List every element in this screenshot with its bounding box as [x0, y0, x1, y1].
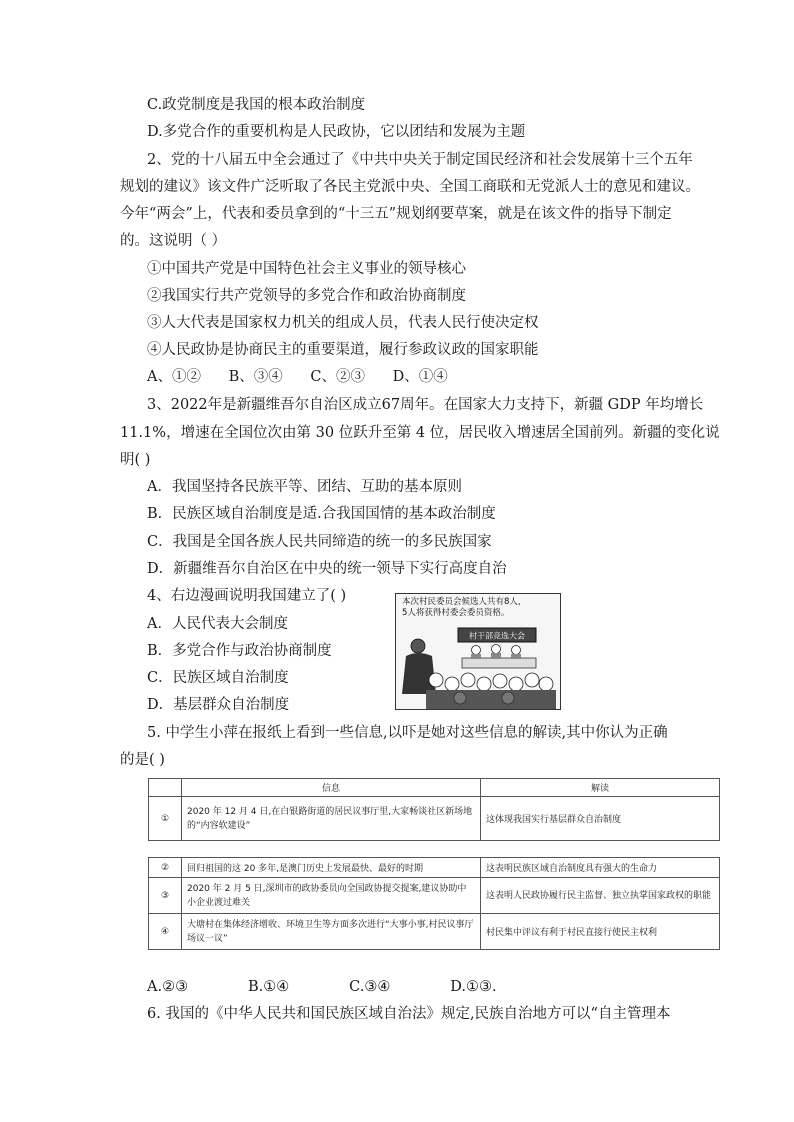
header-info: 信息 — [182, 779, 481, 797]
row-decode: 村民集中评议有利于村民直接行使民主权利 — [481, 914, 720, 950]
comic-caption-line-2: 5人将获得村委会委员资格。 — [402, 608, 510, 618]
q2-stem-line-2: 规划的建议》该文件广泛听取了各民主党派中央、全国工商联和无党派人士的意见和建议。 — [120, 179, 700, 195]
row-info: 回归祖国的这 20 多年,是澳门历史上发展最快、最好的时期 — [182, 858, 481, 878]
header-index — [149, 779, 182, 797]
table-header-row — [149, 779, 720, 797]
row-info: 大塘村在集体经济增收、环境卫生等方面多次进行“大事小事,村民议事厅场议一议” — [182, 914, 481, 950]
q2-stem-line-1: 2、党的十八届五中全会通过了《中共中央关于制定国民经济和社会发展第十三个五年 — [147, 152, 693, 168]
q2-item-2: ②我国实行共产党领导的多党合作和政治协商制度 — [147, 288, 466, 304]
table-row — [149, 914, 720, 950]
row-info: 2020 年 12 月 4 日,在白银路街道的居民议事厅里,大家畅谈社区新场地的“内容软建设” — [182, 797, 481, 841]
q4-option-c: C．民族区域自治制度 — [147, 670, 289, 686]
q3-option-a: A．我国坚持各民族平等、团结、互助的基本原则 — [147, 479, 462, 495]
comic-caption-line-1: 本次村民委员会候选人共有8人， — [402, 597, 527, 607]
q5-choices: A.②③ B.①④ C.③④ D.①③. — [147, 979, 497, 995]
table-row — [149, 797, 720, 841]
q4-option-a: A．人民代表大会制度 — [147, 616, 288, 632]
row-decode: 这表明民族区域自治制度具有强大的生命力 — [481, 858, 720, 878]
q4-option-b: B．多党合作与政治协商制度 — [147, 643, 332, 659]
q3-stem-line-2: 11.1%，增速在全国位次由第 30 位跃升至第 4 位，居民收入增速居全国前列。新疆的变化说 — [120, 425, 720, 441]
comic-drawing — [396, 594, 560, 709]
q2-stem-line-4: 的。这说明（ ） — [120, 233, 227, 249]
comic-banner: 村干部竞选大会 — [469, 631, 525, 641]
q6-stem-line-1: 6. 我国的《中华人民共和国民族区域自治法》规定,民族自治地方可以“自主管理本 — [147, 1006, 671, 1022]
q2-choices: A、①② B、③④ C、②③ D、①④ — [147, 369, 448, 385]
q3-stem-line-3: 明( ) — [120, 452, 151, 468]
q1-option-c: C.政党制度是我国的根本政治制度 — [147, 97, 366, 113]
row-decode: 这体现我国实行基层群众自治制度 — [481, 797, 720, 841]
q3-option-d: D．新疆维吾尔自治区在中央的统一领导下实行高度自治 — [147, 561, 507, 577]
q2-item-4: ④人民政协是协商民主的重要渠道，履行参政议政的国家职能 — [147, 342, 539, 358]
q2-item-1: ①中国共产党是中国特色社会主义事业的领导核心 — [147, 261, 466, 277]
info-table-top — [148, 778, 720, 841]
row-index: ④ — [149, 914, 182, 950]
q2-item-3: ③人大代表是国家权力机关的组成人员，代表人民行使决定权 — [147, 315, 539, 331]
row-info: 2020 年 2 月 5 日,深圳市的政协委员向全国政协提交提案,建议协助中小企业渡过难关 — [182, 878, 481, 914]
row-index: ② — [149, 858, 182, 878]
q2-stem-line-3: 今年“两会”上，代表和委员拿到的“十三五”规划纲要草案，就是在该文件的指导下制定 — [120, 206, 672, 222]
village-election-comic — [395, 593, 561, 710]
table-row — [149, 878, 720, 914]
row-index: ① — [149, 797, 182, 841]
q1-option-d: D.多党合作的重要机构是人民政协，它以团结和发展为主题 — [147, 124, 526, 140]
table-row — [149, 858, 720, 878]
row-decode: 这表明人民政协履行民主监督、独立执掌国家政权的职能 — [481, 878, 720, 914]
q5-stem-line-1: 5. 中学生小萍在报纸上看到一些信息,以吓是她对这些信息的解读,其中你认为正确 — [147, 725, 668, 741]
q3-option-c: C．我国是全国各族人民共同缔造的统一的多民族国家 — [147, 534, 492, 550]
q3-stem-line-1: 3、2022年是新疆维吾尔自治区成立67周年。在国家大力支持下，新疆 GDP 年均增长 — [147, 397, 704, 413]
q3-option-b: B．民族区域自治制度是适.合我国国情的基本政治制度 — [147, 506, 496, 522]
q4-stem: 4、右边漫画说明我国建立了( ) — [147, 588, 347, 604]
row-index: ③ — [149, 878, 182, 914]
info-table-bottom — [148, 857, 720, 950]
header-decode: 解读 — [481, 779, 720, 797]
q4-option-d: D．基层群众自治制度 — [147, 697, 290, 713]
q5-stem-line-2: 的是( ) — [120, 752, 165, 768]
